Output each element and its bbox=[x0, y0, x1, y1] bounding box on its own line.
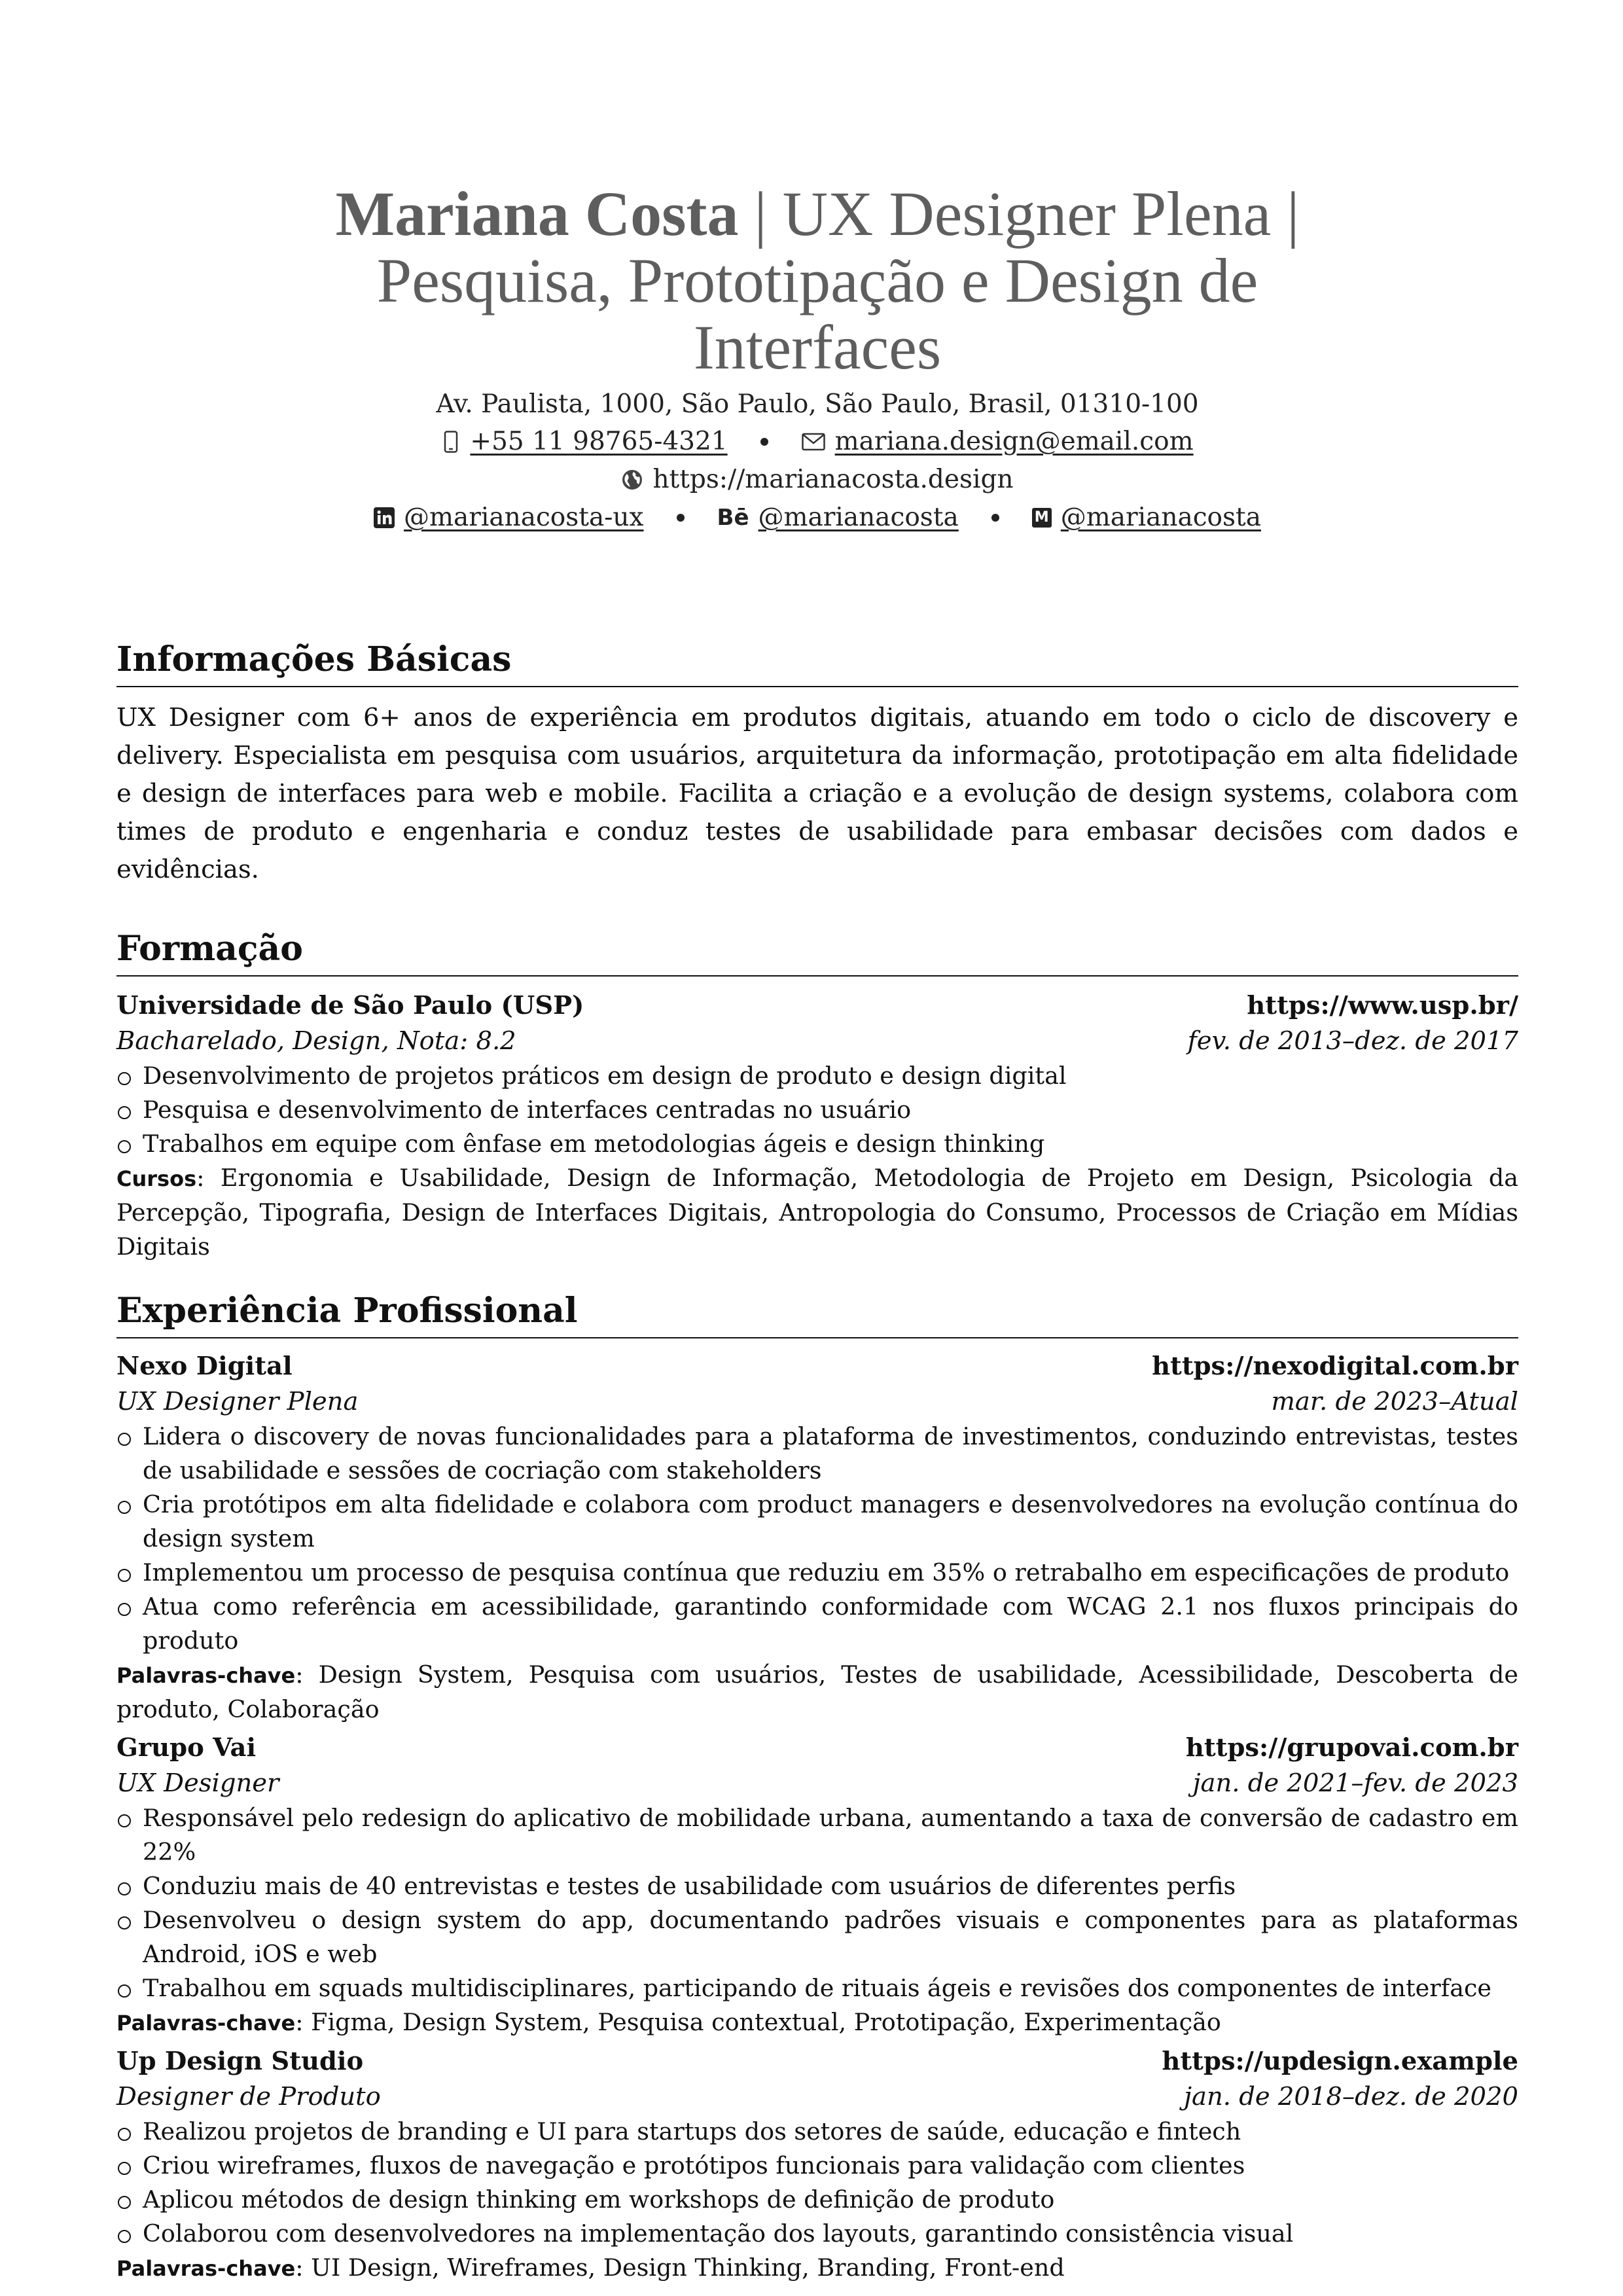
job-dates: jan. de 2021–fev. de 2023 bbox=[1192, 1768, 1518, 1798]
contact-row-3 bbox=[116, 499, 1518, 537]
job-items bbox=[116, 1801, 1518, 2005]
phone-contact[interactable] bbox=[441, 423, 727, 461]
separator-dot bbox=[991, 514, 999, 522]
job-role: UX Designer bbox=[116, 1768, 279, 1798]
job-detail-row bbox=[116, 1766, 1518, 1801]
job-entry bbox=[116, 2044, 1518, 2286]
keywords-list: : Design System, Pesquisa com usuários, Testes de usabilidade, Acessibilidade, Descoberta de produto, Colaboração bbox=[116, 1660, 1518, 1723]
headline-part-1: | UX Designer Plena | bbox=[738, 179, 1300, 249]
job-header-row bbox=[116, 1731, 1518, 1766]
job-entry bbox=[116, 1731, 1518, 2040]
courses-list: : Ergonomia e Usabilidade, Design de Informação, Metodologia de Projeto em Design, Psicologia da Percepção, Tipografia, Design de Interfaces Digitais, Antropologia do Consumo, Processos de Criação em Mídias Digitais bbox=[116, 1164, 1518, 1261]
company-url[interactable]: https://grupovai.com.br bbox=[1185, 1733, 1518, 1763]
keywords-list: : UI Design, Wireframes, Design Thinking, Branding, Front-end bbox=[295, 2253, 1065, 2282]
email-icon bbox=[801, 431, 826, 453]
degree: Bacharelado, Design, Nota: 8.2 bbox=[116, 1026, 516, 1056]
job-items bbox=[116, 1420, 1518, 1658]
keywords-label: Palavras-chave bbox=[116, 2256, 296, 2281]
job-role: Designer de Produto bbox=[116, 2082, 381, 2111]
list-item: Desenvolvimento de projetos práticos em design de produto e design digital bbox=[116, 1059, 1518, 1093]
linkedin-contact[interactable] bbox=[374, 499, 644, 537]
list-item: Trabalhos em equipe com ênfase em metodologias ágeis e design thinking bbox=[116, 1127, 1518, 1161]
education-items bbox=[116, 1059, 1518, 1161]
list-item: Realizou projetos de branding e UI para startups dos setores de saúde, educação e fintech bbox=[116, 2115, 1518, 2149]
globe-icon bbox=[621, 469, 643, 491]
headline-part-3: Interfaces bbox=[693, 312, 942, 382]
keywords-label: Palavras-chave bbox=[116, 2011, 296, 2036]
education-detail-row bbox=[116, 1024, 1518, 1059]
behance-link[interactable]: @marianacosta bbox=[758, 503, 959, 532]
keywords-list: : Figma, Design System, Pesquisa contextual, Prototipação, Experimentação bbox=[295, 2008, 1221, 2036]
institution-url[interactable]: https://www.usp.br/ bbox=[1247, 991, 1518, 1020]
job-entry bbox=[116, 1349, 1518, 1727]
section-title: Formação bbox=[116, 928, 1518, 977]
section-title: Informações Básicas bbox=[116, 639, 1518, 687]
linkedin-link[interactable]: @marianacosta-ux bbox=[404, 503, 644, 532]
company-name: Nexo Digital bbox=[116, 1352, 293, 1381]
list-item: Lidera o discovery de novas funcionalidades para a plataforma de investimentos, conduzindo entrevistas, testes de usabilidade e sessões de cocriação com stakeholders bbox=[116, 1420, 1518, 1488]
company-name: Up Design Studio bbox=[116, 2047, 364, 2076]
section-basic-info bbox=[116, 639, 1518, 889]
courses-label: Cursos bbox=[116, 1166, 197, 1191]
name-title bbox=[116, 181, 1518, 381]
contact-row-2 bbox=[116, 461, 1518, 499]
company-url[interactable]: https://updesign.example bbox=[1162, 2047, 1518, 2076]
resume-page bbox=[116, 0, 1518, 2286]
list-item: Conduziu mais de 40 entrevistas e testes de usabilidade com usuários de diferentes perfis bbox=[116, 1869, 1518, 1903]
list-item: Implementou um processo de pesquisa contínua que reduziu em 35% o retrabalho em especificações de produto bbox=[116, 1556, 1518, 1590]
job-keywords bbox=[116, 2005, 1518, 2040]
list-item: Cria protótipos em alta fidelidade e colabora com product managers e desenvolvedores na evolução contínua do design system bbox=[116, 1488, 1518, 1556]
job-header-row bbox=[116, 2044, 1518, 2079]
job-role: UX Designer Plena bbox=[116, 1387, 359, 1416]
job-header-row bbox=[116, 1349, 1518, 1384]
resume-header bbox=[116, 181, 1518, 537]
keywords-label: Palavras-chave bbox=[116, 1663, 296, 1688]
website-contact[interactable] bbox=[621, 461, 1013, 499]
behance-icon: Bē bbox=[717, 505, 749, 531]
education-dates: fev. de 2013–dez. de 2017 bbox=[1187, 1026, 1518, 1056]
courses bbox=[116, 1161, 1518, 1264]
contact-row-1 bbox=[116, 423, 1518, 461]
email-link[interactable]: mariana.design@email.com bbox=[834, 427, 1194, 456]
company-url[interactable]: https://nexodigital.com.br bbox=[1152, 1352, 1518, 1381]
section-education bbox=[116, 928, 1518, 1264]
list-item: Aplicou métodos de design thinking em workshops de definição de produto bbox=[116, 2183, 1518, 2217]
list-item: Trabalhou em squads multidisciplinares, participando de rituais ágeis e revisões dos componentes de interface bbox=[116, 1971, 1518, 2005]
medium-contact[interactable] bbox=[1032, 499, 1261, 537]
medium-icon: M bbox=[1032, 508, 1052, 528]
section-title: Experiência Profissional bbox=[116, 1290, 1518, 1338]
separator-dot bbox=[677, 514, 685, 522]
behance-contact[interactable] bbox=[717, 499, 959, 537]
list-item: Pesquisa e desenvolvimento de interfaces centradas no usuário bbox=[116, 1093, 1518, 1127]
summary-text: UX Designer com 6+ anos de experiência em produtos digitais, atuando em todo o ciclo de discovery e delivery. Especialista em pesquisa com usuários, arquitetura da informação, prototipação em alta fidelidade e design de interfaces para web e mobile. Facilita a criação e a evolução de design systems, colabora com times de produto e engenharia e conduz testes de usabilidade para embasar decisões com dados e evidências. bbox=[116, 703, 1518, 884]
institution-name: Universidade de São Paulo (USP) bbox=[116, 991, 584, 1020]
separator-dot bbox=[760, 438, 768, 446]
linkedin-icon bbox=[374, 507, 395, 529]
job-detail-row bbox=[116, 1384, 1518, 1420]
list-item: Atua como referência em acessibilidade, garantindo conformidade com WCAG 2.1 nos fluxos principais do produto bbox=[116, 1590, 1518, 1658]
list-item: Responsável pelo redesign do aplicativo de mobilidade urbana, aumentando a taxa de conversão de cadastro em 22% bbox=[116, 1801, 1518, 1869]
headline-part-2: Pesquisa, Prototipação e Design de bbox=[376, 245, 1258, 315]
list-item: Desenvolveu o design system do app, documentando padrões visuais e componentes para as plataformas Android, iOS e web bbox=[116, 1903, 1518, 1971]
job-items bbox=[116, 2115, 1518, 2251]
list-item: Criou wireframes, fluxos de navegação e protótipos funcionais para validação com clientes bbox=[116, 2149, 1518, 2183]
website-link[interactable]: https://marianacosta.design bbox=[652, 465, 1014, 494]
list-item: Colaborou com desenvolvedores na implementação dos layouts, garantindo consistência visual bbox=[116, 2217, 1518, 2251]
medium-link[interactable]: @marianacosta bbox=[1060, 503, 1261, 532]
job-keywords bbox=[116, 1658, 1518, 1727]
education-header-row bbox=[116, 988, 1518, 1024]
phone-link[interactable]: +55 11 98765-4321 bbox=[470, 427, 728, 456]
phone-icon bbox=[441, 431, 461, 453]
job-dates: jan. de 2018–dez. de 2020 bbox=[1184, 2082, 1518, 2111]
address: Av. Paulista, 1000, São Paulo, São Paulo, Brasil, 01310-100 bbox=[436, 389, 1199, 419]
job-keywords bbox=[116, 2251, 1518, 2286]
section-experience bbox=[116, 1290, 1518, 2286]
email-contact[interactable] bbox=[801, 423, 1194, 461]
company-name: Grupo Vai bbox=[116, 1733, 257, 1763]
job-detail-row bbox=[116, 2079, 1518, 2115]
candidate-name: Mariana Costa bbox=[335, 179, 739, 249]
job-dates: mar. de 2023–Atual bbox=[1271, 1387, 1518, 1416]
